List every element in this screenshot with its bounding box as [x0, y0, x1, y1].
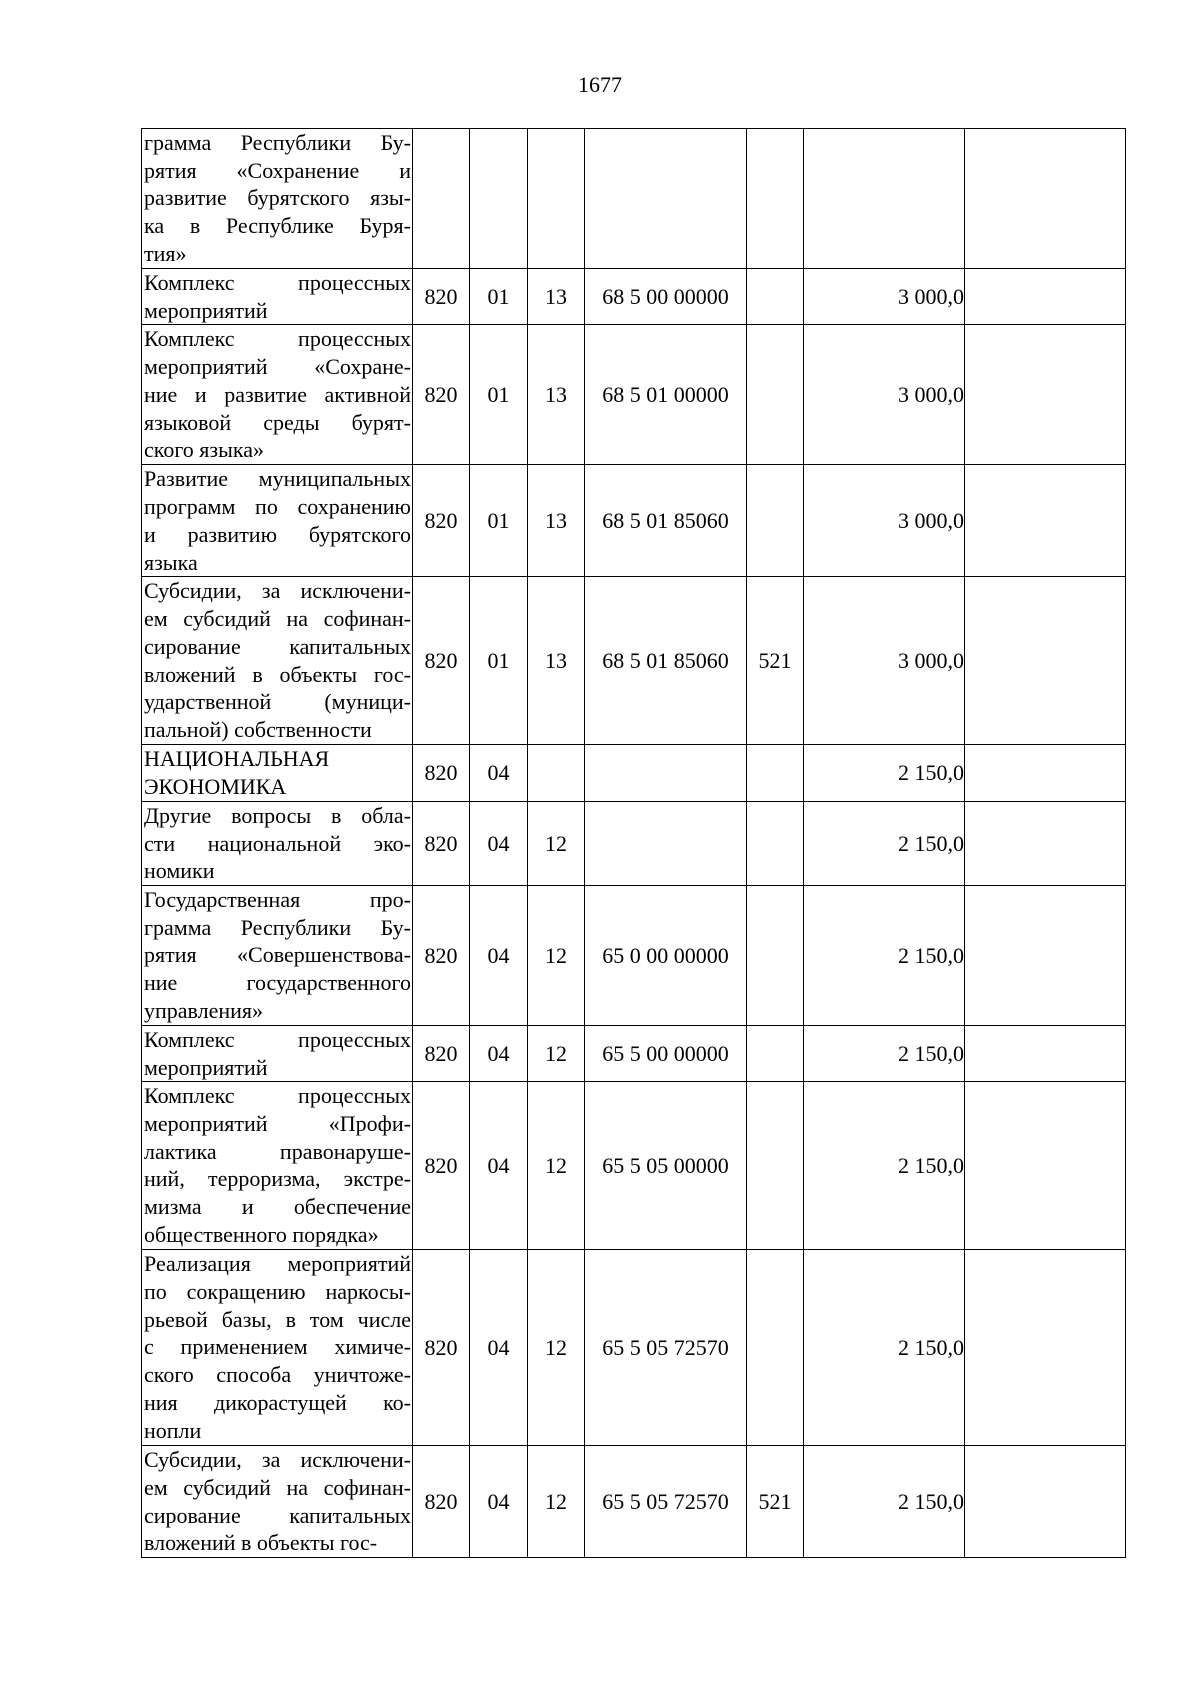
cell-grbs: 820	[413, 269, 470, 325]
table-row	[142, 1250, 1126, 1446]
cell-name: грамма Республики Бу- рятия «Сохранение и развитие бурятского язы- ка в Республике Буря- тия»	[142, 129, 413, 269]
cell-amount: 2 150,0	[804, 745, 965, 801]
cell-subsection: 12	[528, 885, 585, 1025]
cell-grbs: 820	[413, 465, 470, 577]
cell-expense-type	[747, 269, 804, 325]
cell-amount: 2 150,0	[804, 1250, 965, 1446]
cell-name: Государственная про- грамма Республики Бу- рятия «Совершенствова- ние государственного управления»	[142, 885, 413, 1025]
cell-amount: 2 150,0	[804, 885, 965, 1025]
cell-expense-type	[747, 465, 804, 577]
cell-extra	[965, 1025, 1126, 1081]
cell-grbs: 820	[413, 801, 470, 885]
cell-target-item: 65 5 05 00000	[585, 1082, 747, 1250]
cell-section: 04	[470, 745, 528, 801]
cell-amount: 3 000,0	[804, 577, 965, 745]
cell-target-item	[585, 129, 747, 269]
cell-extra	[965, 1250, 1126, 1446]
cell-grbs: 820	[413, 1025, 470, 1081]
cell-section: 01	[470, 577, 528, 745]
cell-extra	[965, 325, 1126, 465]
cell-target-item: 65 5 00 00000	[585, 1025, 747, 1081]
cell-section: 04	[470, 1025, 528, 1081]
budget-table-body	[142, 129, 1126, 1558]
cell-expense-type	[747, 1025, 804, 1081]
cell-subsection: 13	[528, 577, 585, 745]
budget-table	[141, 128, 1126, 1558]
cell-grbs: 820	[413, 745, 470, 801]
cell-extra	[965, 269, 1126, 325]
cell-expense-type	[747, 801, 804, 885]
cell-name: Другие вопросы в обла- сти национальной эко- номики	[142, 801, 413, 885]
cell-grbs	[413, 129, 470, 269]
cell-section	[470, 129, 528, 269]
cell-expense-type	[747, 885, 804, 1025]
page-number: 1677	[578, 72, 622, 97]
cell-subsection: 12	[528, 1082, 585, 1250]
table-row	[142, 325, 1126, 465]
cell-subsection: 13	[528, 325, 585, 465]
cell-section: 04	[470, 885, 528, 1025]
cell-section: 01	[470, 325, 528, 465]
cell-name: Реализация мероприятий по сокращению наркосы- рьевой базы, в том числе с применением химиче- ского способа уничтоже- ния дикорастущей ко- нопли	[142, 1250, 413, 1446]
cell-name: Комплекс процессных мероприятий	[142, 1025, 413, 1081]
cell-grbs: 820	[413, 885, 470, 1025]
cell-expense-type	[747, 1250, 804, 1446]
cell-grbs: 820	[413, 1446, 470, 1558]
cell-name: Комплекс процессных мероприятий «Профи- лактика правонаруше- ний, терроризма, экстре- мизма и обеспечение общественного порядка»	[142, 1082, 413, 1250]
cell-extra	[965, 885, 1126, 1025]
cell-name: Субсидии, за исключени- ем субсидий на софинан- сирование капитальных вложений в объекты гос- ударственной (муници- пальной) собственности	[142, 577, 413, 745]
cell-expense-type	[747, 1082, 804, 1250]
cell-expense-type	[747, 129, 804, 269]
cell-target-item: 68 5 01 00000	[585, 325, 747, 465]
cell-name: Субсидии, за исключени- ем субсидий на софинан- сирование капитальных вложений в объекты гос-	[142, 1446, 413, 1558]
cell-amount: 3 000,0	[804, 269, 965, 325]
cell-name: Развитие муниципальных программ по сохранению и развитию бурятского языка	[142, 465, 413, 577]
table-row	[142, 129, 1126, 269]
table-row	[142, 577, 1126, 745]
cell-section: 04	[470, 1082, 528, 1250]
cell-extra	[965, 1082, 1126, 1250]
cell-target-item	[585, 801, 747, 885]
cell-expense-type	[747, 325, 804, 465]
cell-target-item: 65 0 00 00000	[585, 885, 747, 1025]
cell-subsection: 12	[528, 801, 585, 885]
cell-expense-type: 521	[747, 1446, 804, 1558]
cell-section: 04	[470, 1250, 528, 1446]
cell-amount	[804, 129, 965, 269]
cell-extra	[965, 801, 1126, 885]
cell-subsection: 12	[528, 1250, 585, 1446]
cell-section: 01	[470, 269, 528, 325]
cell-target-item: 68 5 01 85060	[585, 465, 747, 577]
table-row	[142, 1082, 1126, 1250]
cell-subsection	[528, 129, 585, 269]
cell-grbs: 820	[413, 577, 470, 745]
cell-expense-type	[747, 745, 804, 801]
cell-name: НАЦИОНАЛЬНАЯ ЭКОНОМИКА	[142, 745, 413, 801]
cell-subsection: 13	[528, 465, 585, 577]
cell-section: 04	[470, 1446, 528, 1558]
cell-amount: 2 150,0	[804, 1446, 965, 1558]
cell-section: 01	[470, 465, 528, 577]
cell-target-item: 68 5 00 00000	[585, 269, 747, 325]
cell-target-item: 65 5 05 72570	[585, 1446, 747, 1558]
cell-extra	[965, 465, 1126, 577]
table-row	[142, 801, 1126, 885]
cell-target-item: 65 5 05 72570	[585, 1250, 747, 1446]
cell-target-item: 68 5 01 85060	[585, 577, 747, 745]
table-row	[142, 745, 1126, 801]
cell-amount: 2 150,0	[804, 1025, 965, 1081]
cell-section: 04	[470, 801, 528, 885]
cell-subsection: 12	[528, 1025, 585, 1081]
table-row	[142, 1446, 1126, 1558]
cell-subsection: 12	[528, 1446, 585, 1558]
cell-name: Комплекс процессных мероприятий «Сохране- ние и развитие активной языковой среды бурят- ского языка»	[142, 325, 413, 465]
cell-extra	[965, 577, 1126, 745]
table-row	[142, 885, 1126, 1025]
cell-grbs: 820	[413, 1082, 470, 1250]
cell-extra	[965, 129, 1126, 269]
cell-amount: 3 000,0	[804, 325, 965, 465]
cell-grbs: 820	[413, 1250, 470, 1446]
cell-amount: 3 000,0	[804, 465, 965, 577]
cell-grbs: 820	[413, 325, 470, 465]
cell-subsection	[528, 745, 585, 801]
cell-extra	[965, 1446, 1126, 1558]
cell-extra	[965, 745, 1126, 801]
cell-target-item	[585, 745, 747, 801]
table-row	[142, 465, 1126, 577]
cell-amount: 2 150,0	[804, 1082, 965, 1250]
table-row	[142, 269, 1126, 325]
cell-amount: 2 150,0	[804, 801, 965, 885]
cell-expense-type: 521	[747, 577, 804, 745]
table-row	[142, 1025, 1126, 1081]
cell-subsection: 13	[528, 269, 585, 325]
cell-name: Комплекс процессных мероприятий	[142, 269, 413, 325]
